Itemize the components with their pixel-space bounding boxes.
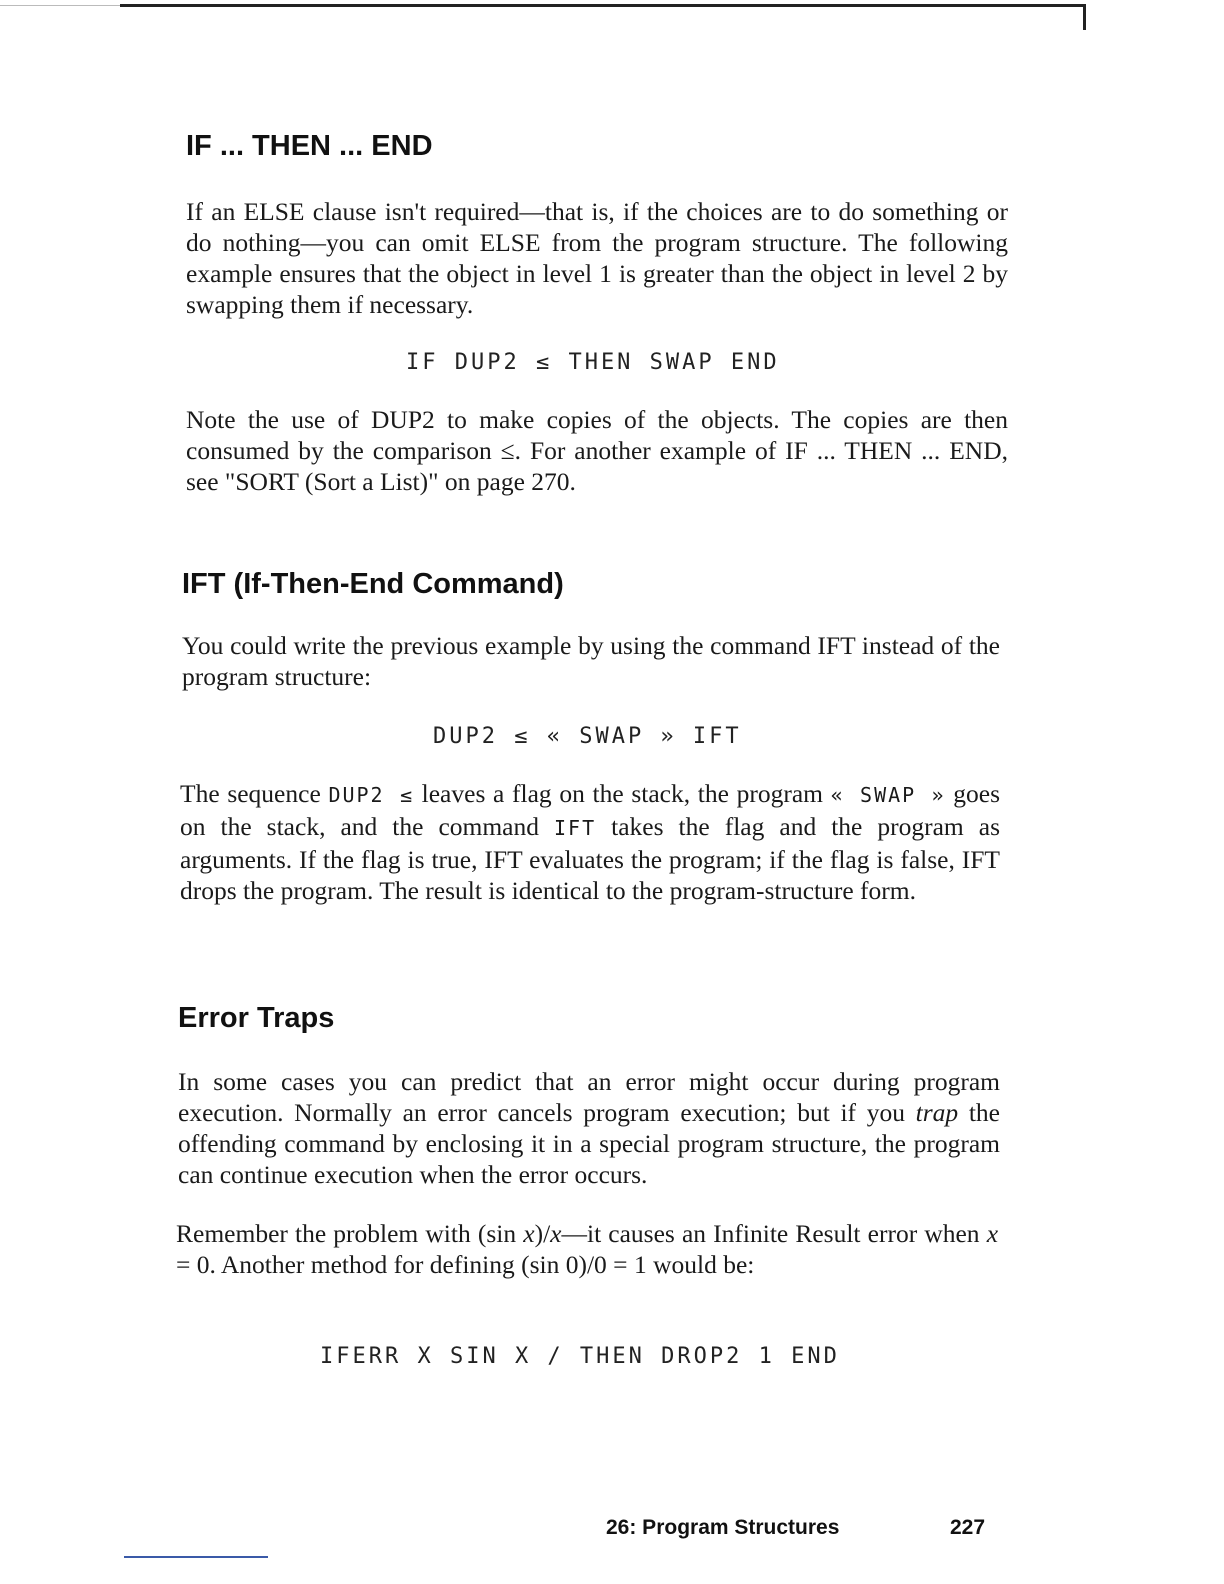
var-x-3: x	[986, 1219, 999, 1248]
inline-code-dup2-compare: DUP2 ≤	[328, 783, 414, 807]
ift-p2-text-2: leaves a flag on the stack, the program	[413, 779, 831, 808]
error-traps-paragraph-2	[176, 1218, 998, 1280]
if-then-end-paragraph-2: Note the use of DUP2 to make copies of the objects. The copies are then consumed by the comparison ≤. For another example of IF ... THEN ... END, see "SORT (Sort a List)" on page 270.	[186, 405, 1008, 496]
emphasis-trap: trap	[915, 1098, 959, 1127]
iferr-code-example: IFERR X SIN X / THEN DROP2 1 END	[320, 1344, 840, 1369]
ift-code-example: DUP2 ≤ « SWAP » IFT	[433, 724, 742, 749]
error-p1-text-1: In some cases you can predict that an error might occur during program execution. Normally an error cancels program execution; but if you	[178, 1067, 1000, 1127]
ift-paragraph-2	[180, 778, 1000, 906]
if-then-end-paragraph-1: If an ELSE clause isn't required—that is, if the choices are to do something or do nothing—you can omit ELSE from the program structure. The following example ensures that the object in level 1 is greater than the object in level 2 by swapping them if necessary.	[186, 197, 1008, 319]
error-p1-text-2: the offending command by enclosing it in a special program structure, the program can continue execution when the error occurs.	[178, 1098, 1000, 1189]
error-p2-text-4: = 0. Another method for defining (sin 0)/0 = 1 would be:	[176, 1250, 755, 1279]
error-p2-text-3: —it causes an Infinite Result error when	[561, 1219, 987, 1248]
inline-code-ift: IFT	[554, 816, 597, 840]
footer-chapter-title: 26: Program Structures	[606, 1516, 840, 1539]
ift-p2-text-1: The sequence	[180, 779, 329, 808]
bottom-rule	[124, 1556, 268, 1558]
inline-code-swap-program: « SWAP »	[830, 783, 946, 807]
top-corner-tick	[1083, 4, 1086, 30]
ift-p2-text-3: goes on the stack, and the command	[180, 779, 1001, 841]
top-rule	[120, 4, 1086, 7]
error-p2-text-1: Remember the problem with (sin	[176, 1219, 524, 1248]
top-rule-faint	[0, 5, 120, 6]
error-traps-paragraph-1	[178, 1066, 1000, 1190]
ift-paragraph-1: You could write the previous example by using the command IFT instead of the program structure:	[182, 631, 1000, 691]
heading-if-then-end: IF ... THEN ... END	[186, 130, 433, 162]
if-then-end-code-example: IF DUP2 ≤ THEN SWAP END	[406, 350, 780, 375]
footer-page-number: 227	[950, 1516, 986, 1539]
heading-error-traps: Error Traps	[178, 1002, 335, 1034]
var-x-1: x	[523, 1219, 535, 1248]
ift-p2-text-4: takes the flag and the program as arguments. If the flag is true, IFT evaluates the program; if the flag is false, IFT drops the program. The result is identical to the program-structure form.	[180, 812, 1000, 905]
var-x-2: x	[550, 1219, 562, 1248]
error-p2-text-2: )/	[534, 1219, 551, 1248]
heading-ift-command: IFT (If-Then-End Command)	[182, 568, 564, 600]
